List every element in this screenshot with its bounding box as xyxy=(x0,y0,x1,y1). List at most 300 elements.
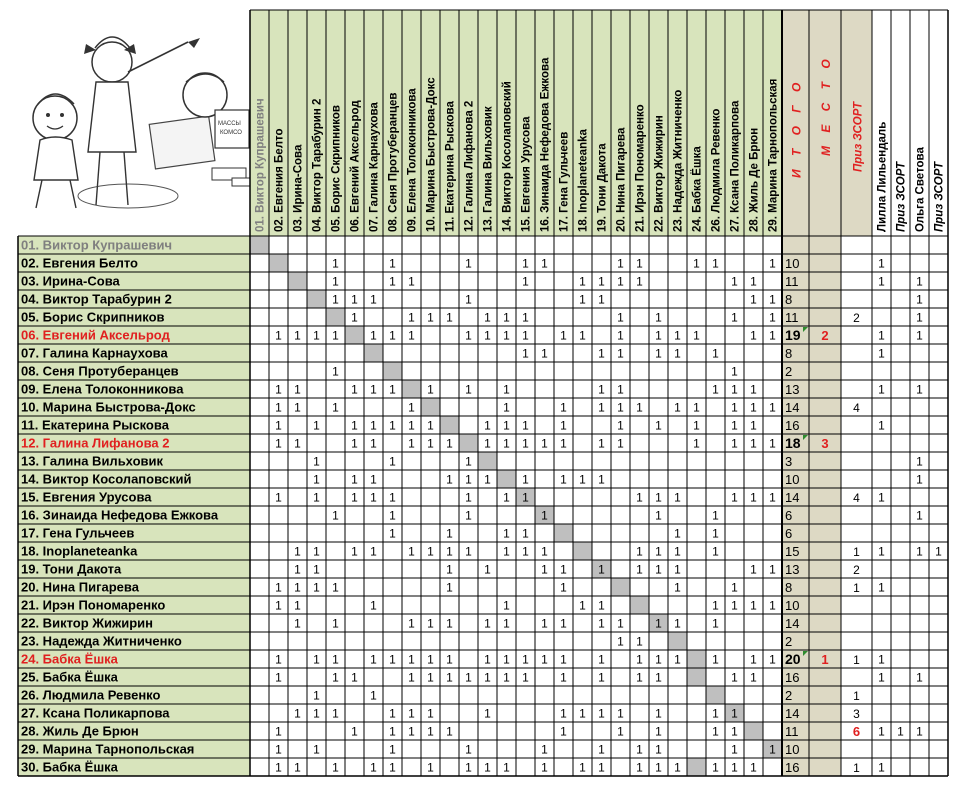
vote-mark: 1 xyxy=(446,310,453,325)
vote-mark: 1 xyxy=(769,256,776,271)
prize-value: 3 xyxy=(853,707,860,721)
judge-header: Лилла Лильендаль xyxy=(876,121,889,232)
vote-mark: 1 xyxy=(522,544,529,559)
diagonal-cell xyxy=(326,308,345,326)
table-row xyxy=(21,238,172,253)
vote-mark: 1 xyxy=(598,742,605,757)
vote-mark: 1 xyxy=(313,454,320,469)
vote-mark: 1 xyxy=(313,580,320,595)
vote-mark: 1 xyxy=(446,526,453,541)
total-value: 11 xyxy=(785,310,799,325)
column-header: 20. Нина Пигарева xyxy=(615,127,628,232)
place-value: 1 xyxy=(821,652,829,667)
vote-mark: 1 xyxy=(693,400,700,415)
table-row xyxy=(21,400,860,416)
column-header: 01. Виктор Купрашевич xyxy=(254,98,267,232)
vote-mark: 1 xyxy=(370,544,377,559)
participant-name: 30. Бабка Ёшка xyxy=(21,759,118,775)
vote-mark: 1 xyxy=(731,310,738,325)
vote-mark: 1 xyxy=(636,256,643,271)
vote-mark: 1 xyxy=(598,670,605,685)
vote-mark: 1 xyxy=(446,670,453,685)
table-row xyxy=(21,490,885,506)
vote-mark: 1 xyxy=(636,400,643,415)
vote-mark: 1 xyxy=(465,490,472,505)
total-value: 10 xyxy=(785,742,800,757)
vote-mark: 1 xyxy=(541,544,548,559)
table-row xyxy=(21,364,792,380)
vote-mark: 1 xyxy=(294,436,301,451)
vote-mark: 1 xyxy=(332,274,339,289)
prize-header: Приз ЗСОРТ xyxy=(852,102,865,172)
judge-vote: 1 xyxy=(897,724,904,739)
vote-mark: 1 xyxy=(351,724,358,739)
vote-mark: 1 xyxy=(750,400,757,415)
vote-mark: 1 xyxy=(370,490,377,505)
vote-mark: 1 xyxy=(465,742,472,757)
column-header: 22. Виктор Жижирин xyxy=(653,115,666,232)
vote-mark: 1 xyxy=(503,670,510,685)
judge-vote: 1 xyxy=(916,472,923,487)
vote-mark: 1 xyxy=(655,544,662,559)
vote-mark: 1 xyxy=(313,652,320,667)
vote-mark: 1 xyxy=(769,436,776,451)
vote-mark: 1 xyxy=(389,526,396,541)
vote-mark: 1 xyxy=(655,652,662,667)
vote-mark: 1 xyxy=(598,562,605,577)
vote-mark: 1 xyxy=(674,652,681,667)
participant-name: 20. Нина Пигарева xyxy=(21,579,139,595)
column-header: 26. Людмила Ревенко xyxy=(710,108,723,232)
vote-mark: 1 xyxy=(636,562,643,577)
vote-mark: 1 xyxy=(617,310,624,325)
vote-mark: 1 xyxy=(408,670,415,685)
vote-mark: 1 xyxy=(389,742,396,757)
vote-mark: 1 xyxy=(294,400,301,415)
vote-mark: 1 xyxy=(484,472,491,487)
vote-mark: 1 xyxy=(389,706,396,721)
vote-mark: 1 xyxy=(484,670,491,685)
participant-name: 07. Галина Карнаухова xyxy=(21,345,168,361)
column-header: 11. Екатерина Рыскова xyxy=(444,101,457,232)
judge-vote: 1 xyxy=(916,508,923,523)
vote-mark: 1 xyxy=(351,418,358,433)
prize-value: 1 xyxy=(853,689,860,703)
vote-mark: 1 xyxy=(389,652,396,667)
vote-mark: 1 xyxy=(465,760,472,775)
vote-mark: 1 xyxy=(598,400,605,415)
vote-mark: 1 xyxy=(579,328,586,343)
total-value: 11 xyxy=(785,274,799,289)
vote-mark: 1 xyxy=(731,418,738,433)
participant-name: 01. Виктор Купрашевич xyxy=(21,237,173,253)
table-row xyxy=(21,435,829,451)
table-row xyxy=(21,346,885,362)
table-row xyxy=(21,508,923,524)
vote-mark: 1 xyxy=(446,580,453,595)
participant-name: 24. Бабка Ёшка xyxy=(21,651,118,667)
vote-mark: 1 xyxy=(750,760,757,775)
column-header: 21. Ирэн Пономаренко xyxy=(634,104,647,232)
vote-mark: 1 xyxy=(560,328,567,343)
vote-mark: 1 xyxy=(465,292,472,307)
vote-mark: 1 xyxy=(465,328,472,343)
vote-mark: 1 xyxy=(370,382,377,397)
vote-mark: 1 xyxy=(313,544,320,559)
vote-mark: 1 xyxy=(636,742,643,757)
vote-mark: 1 xyxy=(294,580,301,595)
judge-vote: 1 xyxy=(878,652,885,667)
vote-mark: 1 xyxy=(503,616,510,631)
table-row xyxy=(21,616,799,632)
vote-mark: 1 xyxy=(617,418,624,433)
vote-mark: 1 xyxy=(294,598,301,613)
vote-mark: 1 xyxy=(655,670,662,685)
diagonal-cell xyxy=(383,362,402,380)
vote-mark: 1 xyxy=(275,742,282,757)
judge-vote: 1 xyxy=(916,310,923,325)
vote-mark: 1 xyxy=(446,724,453,739)
total-value: 18 xyxy=(785,435,801,451)
vote-mark: 1 xyxy=(332,652,339,667)
vote-mark: 1 xyxy=(484,616,491,631)
vote-mark: 1 xyxy=(541,436,548,451)
vote-mark: 1 xyxy=(712,382,719,397)
vote-mark: 1 xyxy=(522,418,529,433)
vote-mark: 1 xyxy=(275,436,282,451)
judge-vote: 1 xyxy=(878,382,885,397)
vote-mark: 1 xyxy=(617,346,624,361)
diagonal-cell xyxy=(668,632,687,650)
vote-mark: 1 xyxy=(332,292,339,307)
participant-name: 25. Бабка Ёшка xyxy=(21,669,118,685)
participant-name: 02. Евгения Белто xyxy=(21,255,138,271)
total-value: 20 xyxy=(785,651,801,667)
vote-mark: 1 xyxy=(674,400,681,415)
vote-mark: 1 xyxy=(408,652,415,667)
table-row xyxy=(21,292,923,308)
participant-name: 11. Екатерина Рыскова xyxy=(21,417,169,433)
vote-mark: 1 xyxy=(294,382,301,397)
vote-mark: 1 xyxy=(674,346,681,361)
participant-name: 23. Надежда Житниченко xyxy=(21,633,182,649)
vote-mark: 1 xyxy=(503,760,510,775)
vote-mark: 1 xyxy=(370,688,377,703)
vote-mark: 1 xyxy=(427,652,434,667)
participant-name: 10. Марина Быстрова-Докс xyxy=(21,399,196,415)
total-value: 10 xyxy=(785,256,800,271)
prize-value: 1 xyxy=(853,653,860,667)
judge-header: Приз ЗСОРТ xyxy=(895,162,908,232)
judge-vote: 1 xyxy=(916,274,923,289)
svg-text:КОМСО: КОМСО xyxy=(220,130,242,136)
vote-mark: 1 xyxy=(294,328,301,343)
cartoon-illustration xyxy=(33,37,252,208)
vote-mark: 1 xyxy=(503,436,510,451)
vote-mark: 1 xyxy=(655,562,662,577)
participant-name: 13. Галина Вильховик xyxy=(21,453,164,469)
vote-mark: 1 xyxy=(579,292,586,307)
vote-mark: 1 xyxy=(427,418,434,433)
column-header: 05. Борис Скрипников xyxy=(330,105,343,232)
judge-vote: 1 xyxy=(878,346,885,361)
diagonal-cell xyxy=(687,758,706,776)
vote-mark: 1 xyxy=(313,742,320,757)
judge-vote: 1 xyxy=(878,724,885,739)
vote-mark: 1 xyxy=(560,652,567,667)
judge-vote: 1 xyxy=(916,544,923,559)
vote-mark: 1 xyxy=(712,544,719,559)
participant-name: 15. Евгения Урусова xyxy=(21,489,152,505)
vote-mark: 1 xyxy=(503,382,510,397)
vote-mark: 1 xyxy=(408,400,415,415)
vote-mark: 1 xyxy=(275,490,282,505)
vote-mark: 1 xyxy=(655,328,662,343)
vote-mark: 1 xyxy=(294,706,301,721)
judge-vote: 1 xyxy=(916,328,923,343)
vote-mark: 1 xyxy=(598,472,605,487)
vote-mark: 1 xyxy=(427,760,434,775)
vote-mark: 1 xyxy=(560,724,567,739)
vote-mark: 1 xyxy=(731,436,738,451)
table-row xyxy=(21,472,923,488)
vote-mark: 1 xyxy=(579,706,586,721)
vote-mark: 1 xyxy=(275,400,282,415)
table-row xyxy=(21,688,860,704)
vote-mark: 1 xyxy=(769,652,776,667)
vote-mark: 1 xyxy=(655,616,662,631)
vote-mark: 1 xyxy=(674,544,681,559)
vote-mark: 1 xyxy=(636,490,643,505)
vote-mark: 1 xyxy=(598,598,605,613)
total-value: 10 xyxy=(785,472,800,487)
vote-mark: 1 xyxy=(731,274,738,289)
vote-mark: 1 xyxy=(351,670,358,685)
vote-mark: 1 xyxy=(655,724,662,739)
column-header: 16. Зинаида Нефедова Ежкова xyxy=(539,57,552,232)
vote-mark: 1 xyxy=(465,508,472,523)
table-row xyxy=(21,310,923,326)
prize-value: 6 xyxy=(852,724,861,739)
vote-mark: 1 xyxy=(446,544,453,559)
judge-vote: 1 xyxy=(878,256,885,271)
column-header: 09. Елена Толоконникова xyxy=(406,88,419,232)
participant-name: 17. Гена Гульчеев xyxy=(21,525,135,541)
column-header: 08. Сеня Протуберанцев xyxy=(387,92,400,232)
vote-mark: 1 xyxy=(484,418,491,433)
vote-mark: 1 xyxy=(655,508,662,523)
vote-mark: 1 xyxy=(769,490,776,505)
vote-mark: 1 xyxy=(484,562,491,577)
vote-mark: 1 xyxy=(541,652,548,667)
total-value: 14 xyxy=(785,400,800,415)
vote-mark: 1 xyxy=(332,706,339,721)
vote-mark: 1 xyxy=(560,472,567,487)
vote-mark: 1 xyxy=(693,436,700,451)
vote-mark: 1 xyxy=(389,382,396,397)
vote-mark: 1 xyxy=(351,472,358,487)
vote-mark: 1 xyxy=(370,760,377,775)
participant-name: 22. Виктор Жижирин xyxy=(21,615,153,631)
column-header: 10. Марина Быстрова-Докс xyxy=(425,77,438,232)
vote-mark: 1 xyxy=(275,670,282,685)
participant-name: 04. Виктор Тарабурин 2 xyxy=(21,291,172,307)
vote-mark: 1 xyxy=(560,562,567,577)
vote-mark: 1 xyxy=(503,328,510,343)
vote-mark: 1 xyxy=(351,490,358,505)
vote-mark: 1 xyxy=(712,724,719,739)
vote-mark: 1 xyxy=(693,328,700,343)
vote-mark: 1 xyxy=(275,580,282,595)
vote-mark: 1 xyxy=(351,292,358,307)
vote-mark: 1 xyxy=(522,274,529,289)
place-header: М Е С Т О xyxy=(819,54,833,156)
participant-name: 27. Ксана Поликарпова xyxy=(21,705,170,721)
vote-mark: 1 xyxy=(617,616,624,631)
vote-mark: 1 xyxy=(427,382,434,397)
participant-name: 29. Марина Тарнопольская xyxy=(21,741,195,757)
vote-mark: 1 xyxy=(560,706,567,721)
vote-mark: 1 xyxy=(313,688,320,703)
vote-mark: 1 xyxy=(712,346,719,361)
place-value: 3 xyxy=(821,436,829,451)
vote-mark: 1 xyxy=(541,562,548,577)
vote-mark: 1 xyxy=(332,256,339,271)
column-header: 14. Виктор Косолаповский xyxy=(501,81,514,232)
vote-mark: 1 xyxy=(427,310,434,325)
vote-mark: 1 xyxy=(313,418,320,433)
vote-mark: 1 xyxy=(446,562,453,577)
place-value: 2 xyxy=(821,328,829,343)
prize-value: 2 xyxy=(853,311,860,325)
vote-mark: 1 xyxy=(446,616,453,631)
vote-mark: 1 xyxy=(712,526,719,541)
vote-mark: 1 xyxy=(674,562,681,577)
vote-mark: 1 xyxy=(541,742,548,757)
vote-mark: 1 xyxy=(617,724,624,739)
vote-mark: 1 xyxy=(617,274,624,289)
judge-vote: 1 xyxy=(878,670,885,685)
vote-mark: 1 xyxy=(598,346,605,361)
vote-mark: 1 xyxy=(750,670,757,685)
column-header: 29. Марина Тарнопольская xyxy=(767,78,780,232)
total-value: 8 xyxy=(785,580,793,595)
vote-mark: 1 xyxy=(674,580,681,595)
vote-mark: 1 xyxy=(712,760,719,775)
judge-header: Ольга Светова xyxy=(914,147,927,232)
vote-mark: 1 xyxy=(522,490,529,505)
column-header: 15. Евгения Урусова xyxy=(520,116,533,232)
vote-mark: 1 xyxy=(389,724,396,739)
vote-mark: 1 xyxy=(579,472,586,487)
vote-mark: 1 xyxy=(731,724,738,739)
vote-mark: 1 xyxy=(598,274,605,289)
vote-mark: 1 xyxy=(712,706,719,721)
vote-mark: 1 xyxy=(465,544,472,559)
judge-vote: 1 xyxy=(878,544,885,559)
vote-mark: 1 xyxy=(427,670,434,685)
prize-value: 2 xyxy=(853,563,860,577)
vote-mark: 1 xyxy=(731,742,738,757)
total-value: 15 xyxy=(785,544,800,559)
table-row xyxy=(21,382,923,398)
vote-mark: 1 xyxy=(427,706,434,721)
participant-name: 09. Елена Толоконникова xyxy=(21,381,184,397)
total-value: 8 xyxy=(785,346,793,361)
vote-mark: 1 xyxy=(446,472,453,487)
vote-mark: 1 xyxy=(617,328,624,343)
total-value: 11 xyxy=(785,724,799,739)
total-value: 2 xyxy=(785,364,793,379)
prize-value: 1 xyxy=(853,581,860,595)
vote-mark: 1 xyxy=(275,382,282,397)
vote-mark: 1 xyxy=(408,418,415,433)
vote-mark: 1 xyxy=(655,310,662,325)
vote-mark: 1 xyxy=(465,670,472,685)
total-value: 16 xyxy=(785,418,800,433)
vote-mark: 1 xyxy=(712,508,719,523)
table-row xyxy=(21,742,799,758)
vote-mark: 1 xyxy=(617,400,624,415)
total-value: 3 xyxy=(785,454,793,469)
judge-header: Приз ЗСОРТ xyxy=(933,162,946,232)
vote-mark: 1 xyxy=(522,472,529,487)
vote-mark: 1 xyxy=(408,616,415,631)
vote-mark: 1 xyxy=(351,382,358,397)
vote-mark: 1 xyxy=(560,616,567,631)
diagonal-cell xyxy=(364,344,383,362)
participant-name: 26. Людмила Ревенко xyxy=(21,687,161,703)
vote-mark: 1 xyxy=(503,490,510,505)
vote-mark: 1 xyxy=(503,400,510,415)
vote-mark: 1 xyxy=(427,724,434,739)
vote-mark: 1 xyxy=(636,274,643,289)
table-row xyxy=(21,454,923,470)
vote-mark: 1 xyxy=(598,706,605,721)
diagonal-cell xyxy=(497,470,516,488)
vote-mark: 1 xyxy=(313,490,320,505)
vote-mark: 1 xyxy=(484,436,491,451)
vote-mark: 1 xyxy=(313,472,320,487)
participant-name: 28. Жиль Де Брюн xyxy=(21,723,139,739)
vote-mark: 1 xyxy=(636,670,643,685)
vote-mark: 1 xyxy=(427,436,434,451)
vote-mark: 1 xyxy=(446,652,453,667)
vote-mark: 1 xyxy=(332,508,339,523)
diagonal-cell xyxy=(288,272,307,290)
vote-mark: 1 xyxy=(712,616,719,631)
vote-mark: 1 xyxy=(503,544,510,559)
vote-mark: 1 xyxy=(427,616,434,631)
vote-mark: 1 xyxy=(712,598,719,613)
column-header: 04. Виктор Тарабурин 2 xyxy=(311,98,324,232)
vote-mark: 1 xyxy=(674,616,681,631)
vote-mark: 1 xyxy=(294,760,301,775)
vote-mark: 1 xyxy=(560,436,567,451)
diagonal-cell xyxy=(440,416,459,434)
vote-mark: 1 xyxy=(636,634,643,649)
vote-mark: 1 xyxy=(275,418,282,433)
vote-mark: 1 xyxy=(370,418,377,433)
vote-mark: 1 xyxy=(560,400,567,415)
vote-mark: 1 xyxy=(503,598,510,613)
vote-mark: 1 xyxy=(731,580,738,595)
vote-mark: 1 xyxy=(389,760,396,775)
vote-mark: 1 xyxy=(370,436,377,451)
vote-mark: 1 xyxy=(598,616,605,631)
column-header: 28. Жиль Де Брюн xyxy=(748,127,761,232)
vote-mark: 1 xyxy=(617,436,624,451)
